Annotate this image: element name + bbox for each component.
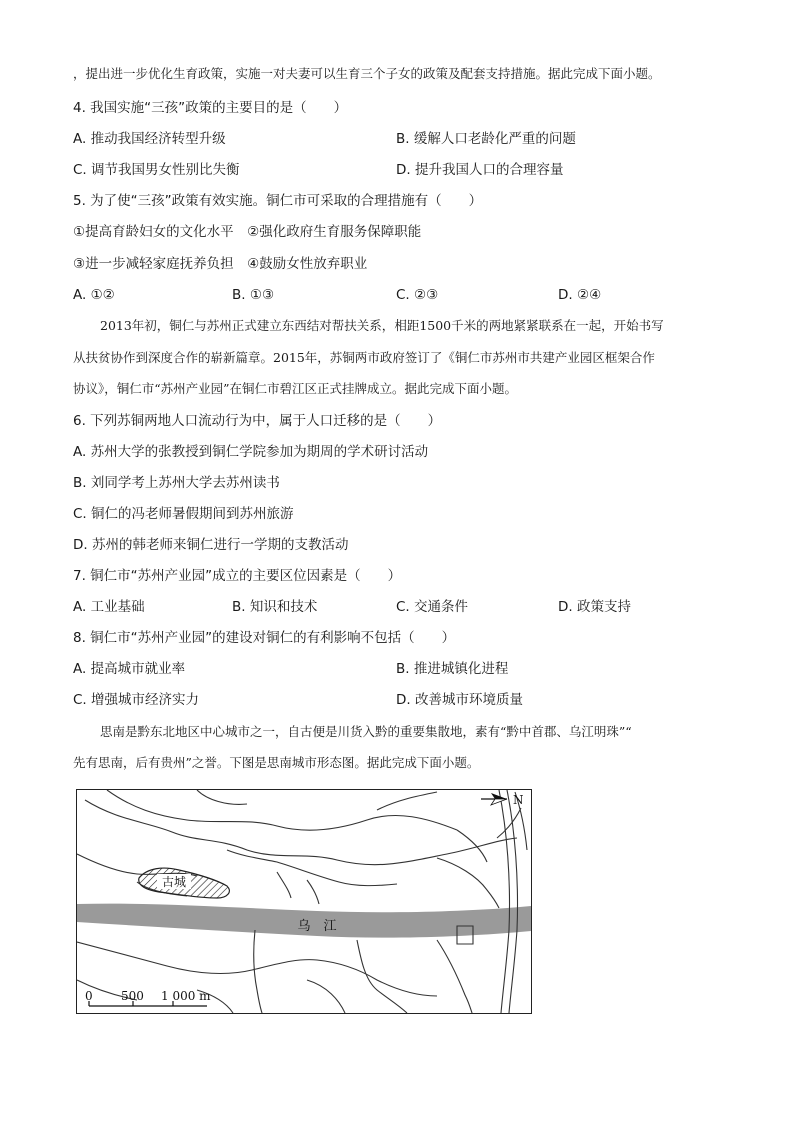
- question-8-stem: 8. 铜仁市“苏州产业园”的建设对铜仁的有利影响不包括（ ）: [73, 630, 456, 646]
- q5-statement-line-1: ①提高育龄妇女的文化水平 ②强化政府生育服务保障职能: [73, 224, 422, 240]
- q5-option-c[interactable]: C. ②③: [396, 287, 439, 303]
- river-label: 乌 江: [297, 919, 337, 934]
- q8-option-c[interactable]: C. 增强城市经济实力: [73, 692, 200, 708]
- question-5-stem: 5. 为了使“三孩”政策有效实施。铜仁市可采取的合理措施有（ ）: [73, 193, 483, 209]
- q4-option-b[interactable]: B. 缓解人口老龄化严重的问题: [396, 131, 576, 147]
- question-4-stem: 4. 我国实施“三孩”政策的主要目的是（ ）: [73, 100, 348, 116]
- q5-option-d[interactable]: D. ②④: [558, 287, 602, 303]
- q4-option-c[interactable]: C. 调节我国男女性别比失衡: [73, 162, 240, 178]
- q8-option-d[interactable]: D. 改善城市环境质量: [396, 692, 523, 708]
- q5-statement-line-2: ③进一步减轻家庭抚养负担 ④鼓励女性放弃职业: [73, 256, 368, 272]
- q4-option-a[interactable]: A. 推动我国经济转型升级: [73, 131, 226, 147]
- sinan-city-map: [76, 789, 532, 1014]
- q7-option-d[interactable]: D. 政策支持: [558, 599, 631, 615]
- old-town-label: 古城: [161, 875, 187, 889]
- scale-label-1000: 1 000 m: [161, 989, 211, 1003]
- scale-label-500: 500: [121, 989, 144, 1003]
- question-7-stem: 7. 铜仁市“苏州产业园”成立的主要区位因素是（ ）: [73, 568, 402, 584]
- q4-option-d[interactable]: D. 提升我国人口的合理容量: [396, 162, 564, 178]
- q6-option-c[interactable]: C. 铜仁的冯老师暑假期间到苏州旅游: [73, 506, 294, 522]
- q5-option-b[interactable]: B. ①③: [232, 287, 275, 303]
- q6-option-d[interactable]: D. 苏州的韩老师来铜仁进行一学期的支教活动: [73, 537, 349, 553]
- q8-option-b[interactable]: B. 推进城镇化进程: [396, 661, 509, 677]
- q8-option-a[interactable]: A. 提高城市就业率: [73, 661, 186, 677]
- passage-2-line-2: 从扶贫协作到深度合作的崭新篇章。2015年，苏铜两市政府签订了《铜仁市苏州市共建产业园区框架合作: [73, 350, 655, 365]
- passage-3-line-1: 思南是黔东北地区中心城市之一，自古便是川货入黔的重要集散地，素有“黔中首郡、乌江明珠”“: [100, 724, 632, 739]
- question-6-stem: 6. 下列苏铜两地人口流动行为中，属于人口迁移的是（ ）: [73, 413, 442, 429]
- q5-option-a[interactable]: A. ①②: [73, 287, 115, 303]
- q7-option-c[interactable]: C. 交通条件: [396, 599, 469, 615]
- passage-2-line-3: 协议》，铜仁市“苏州产业园”在铜仁市碧江区正式挂牌成立。据此完成下面小题。: [73, 381, 518, 396]
- north-label: N: [513, 793, 524, 807]
- q7-option-a[interactable]: A. 工业基础: [73, 599, 145, 615]
- passage-2-line-1: 2013年初，铜仁与苏州正式建立东西结对帮扶关系，相距1500千米的两地紧紧联系在一起，开始书写: [100, 318, 664, 333]
- passage-3-line-2: 先有思南，后有贵州”之誉。下图是思南城市形态图。据此完成下面小题。: [73, 755, 480, 770]
- scale-label-0: 0: [85, 989, 93, 1003]
- q6-option-a[interactable]: A. 苏州大学的张教授到铜仁学院参加为期周的学术研讨活动: [73, 444, 429, 460]
- intro-line: ，提出进一步优化生育政策，实施一对夫妻可以生育三个子女的政策及配套支持措施。据此完成下面小题。: [73, 66, 661, 81]
- q7-option-b[interactable]: B. 知识和技术: [232, 599, 318, 615]
- north-arrow-icon: [481, 793, 507, 805]
- road-network: [77, 790, 527, 1013]
- q6-option-b[interactable]: B. 刘同学考上苏州大学去苏州读书: [73, 475, 280, 491]
